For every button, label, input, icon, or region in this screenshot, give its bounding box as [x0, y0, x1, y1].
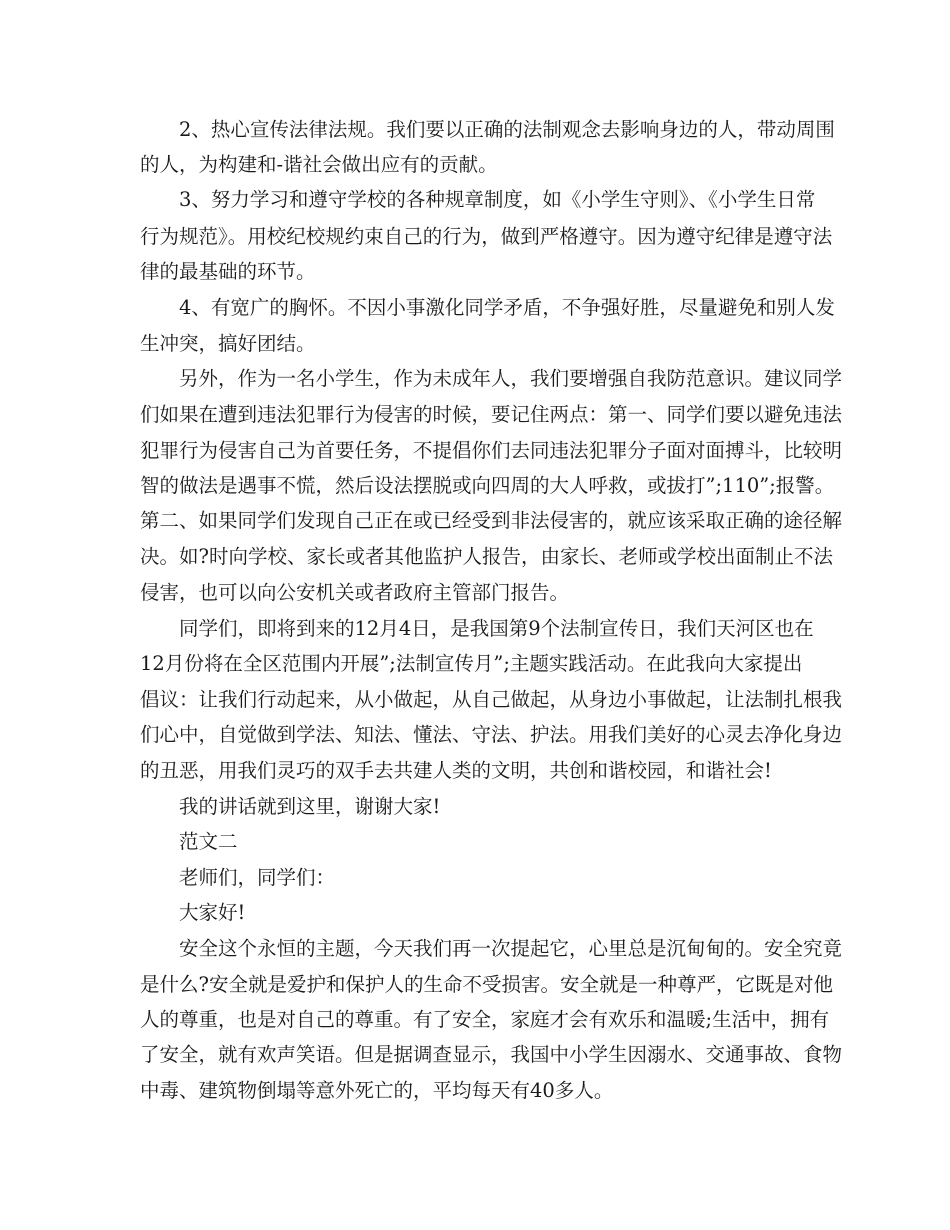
text-line: 第二、如果同学们发现自己正在或已经受到非法侵害的，就应该采取正确的途径解 — [140, 509, 843, 532]
text-line: 决。如?时向学校、家长或者其他监护人报告，由家长、老师或学校出面制止不法 — [140, 545, 833, 568]
text-line: 人的尊重，也是对自己的尊重。有了安全，家庭才会有欢乐和温暖;生活中，拥有 — [140, 1008, 830, 1031]
text-line: 安全这个永恒的主题，今天我们再一次提起它，心里总是沉甸甸的。安全究竟 — [140, 937, 843, 960]
text-line: 同学们，即将到来的12月4日，是我国第9个法制宣传日，我们天河区也在 — [140, 617, 814, 640]
text-line: 了安全，就有欢声笑语。但是据调查显示，我国中小学生因溺水、交通事故、食物 — [140, 1043, 843, 1066]
text-line: 行为规范》。用校纪校规约束自己的行为，做到严格遵守。因为遵守纪律是遵守法 — [140, 225, 833, 248]
text-line: 们心中，自觉做到学法、知法、懂法、守法、护法。用我们美好的心灵去净化身边 — [140, 723, 843, 746]
text-line: 我的讲话就到这里，谢谢大家! — [140, 795, 441, 818]
text-line: 是什么?安全就是爱护和保护人的生命不受损害。安全就是一种尊严，它既是对他 — [140, 973, 833, 996]
text-line: 们如果在遭到违法犯罪行为侵害的时候，要记住两点：第一、同学们要以避免违法 — [140, 403, 843, 426]
text-line: 4、有宽广的胸怀。不因小事激化同学矛盾，不争强好胜，尽量避免和别人发 — [140, 296, 835, 319]
text-line: 12月份将在全区范围内开展”;法制宣传月”;主题实践活动。在此我向大家提出 — [140, 652, 803, 675]
text-line: 另外，作为一名小学生，作为未成年人，我们要增强自我防范意识。建议同学 — [140, 367, 843, 390]
text-line: 犯罪行为侵害自己为首要任务，不提倡你们去同违法犯罪分子面对面搏斗，比较明 — [140, 439, 843, 462]
text-line: 2、热心宣传法律法规。我们要以正确的法制观念去影响身边的人，带动周围 — [140, 118, 835, 141]
text-line: 大家好! — [140, 901, 246, 924]
text-line: 生冲突，搞好团结。 — [140, 332, 316, 355]
text-line: 律的最基础的环节。 — [140, 260, 316, 283]
text-line: 老师们，同学们： — [140, 866, 336, 889]
text-line: 3、努力学习和遵守学校的各种规章制度，如《小学生守则》、《小学生日常 — [140, 188, 816, 211]
text-line: 中毒、建筑物倒塌等意外死亡的，平均每天有40多人。 — [140, 1079, 614, 1102]
text-line: 倡议：让我们行动起来，从小做起，从自己做起，从身边小事做起，让法制扎根我 — [140, 688, 843, 711]
text-line: 范文二 — [140, 830, 238, 853]
text-line: 的人，为构建和-谐社会做出应有的贡献。 — [140, 153, 498, 176]
text-line: 的丑恶，用我们灵巧的双手去共建人类的文明，共创和谐校园，和谐社会! — [140, 759, 772, 782]
text-line: 侵害，也可以向公安机关或者政府主管部门报告。 — [140, 581, 570, 604]
text-line: 智的做法是遇事不慌，然后设法摆脱或向四周的大人呼救，或拔打”;110”;报警。 — [140, 474, 835, 497]
